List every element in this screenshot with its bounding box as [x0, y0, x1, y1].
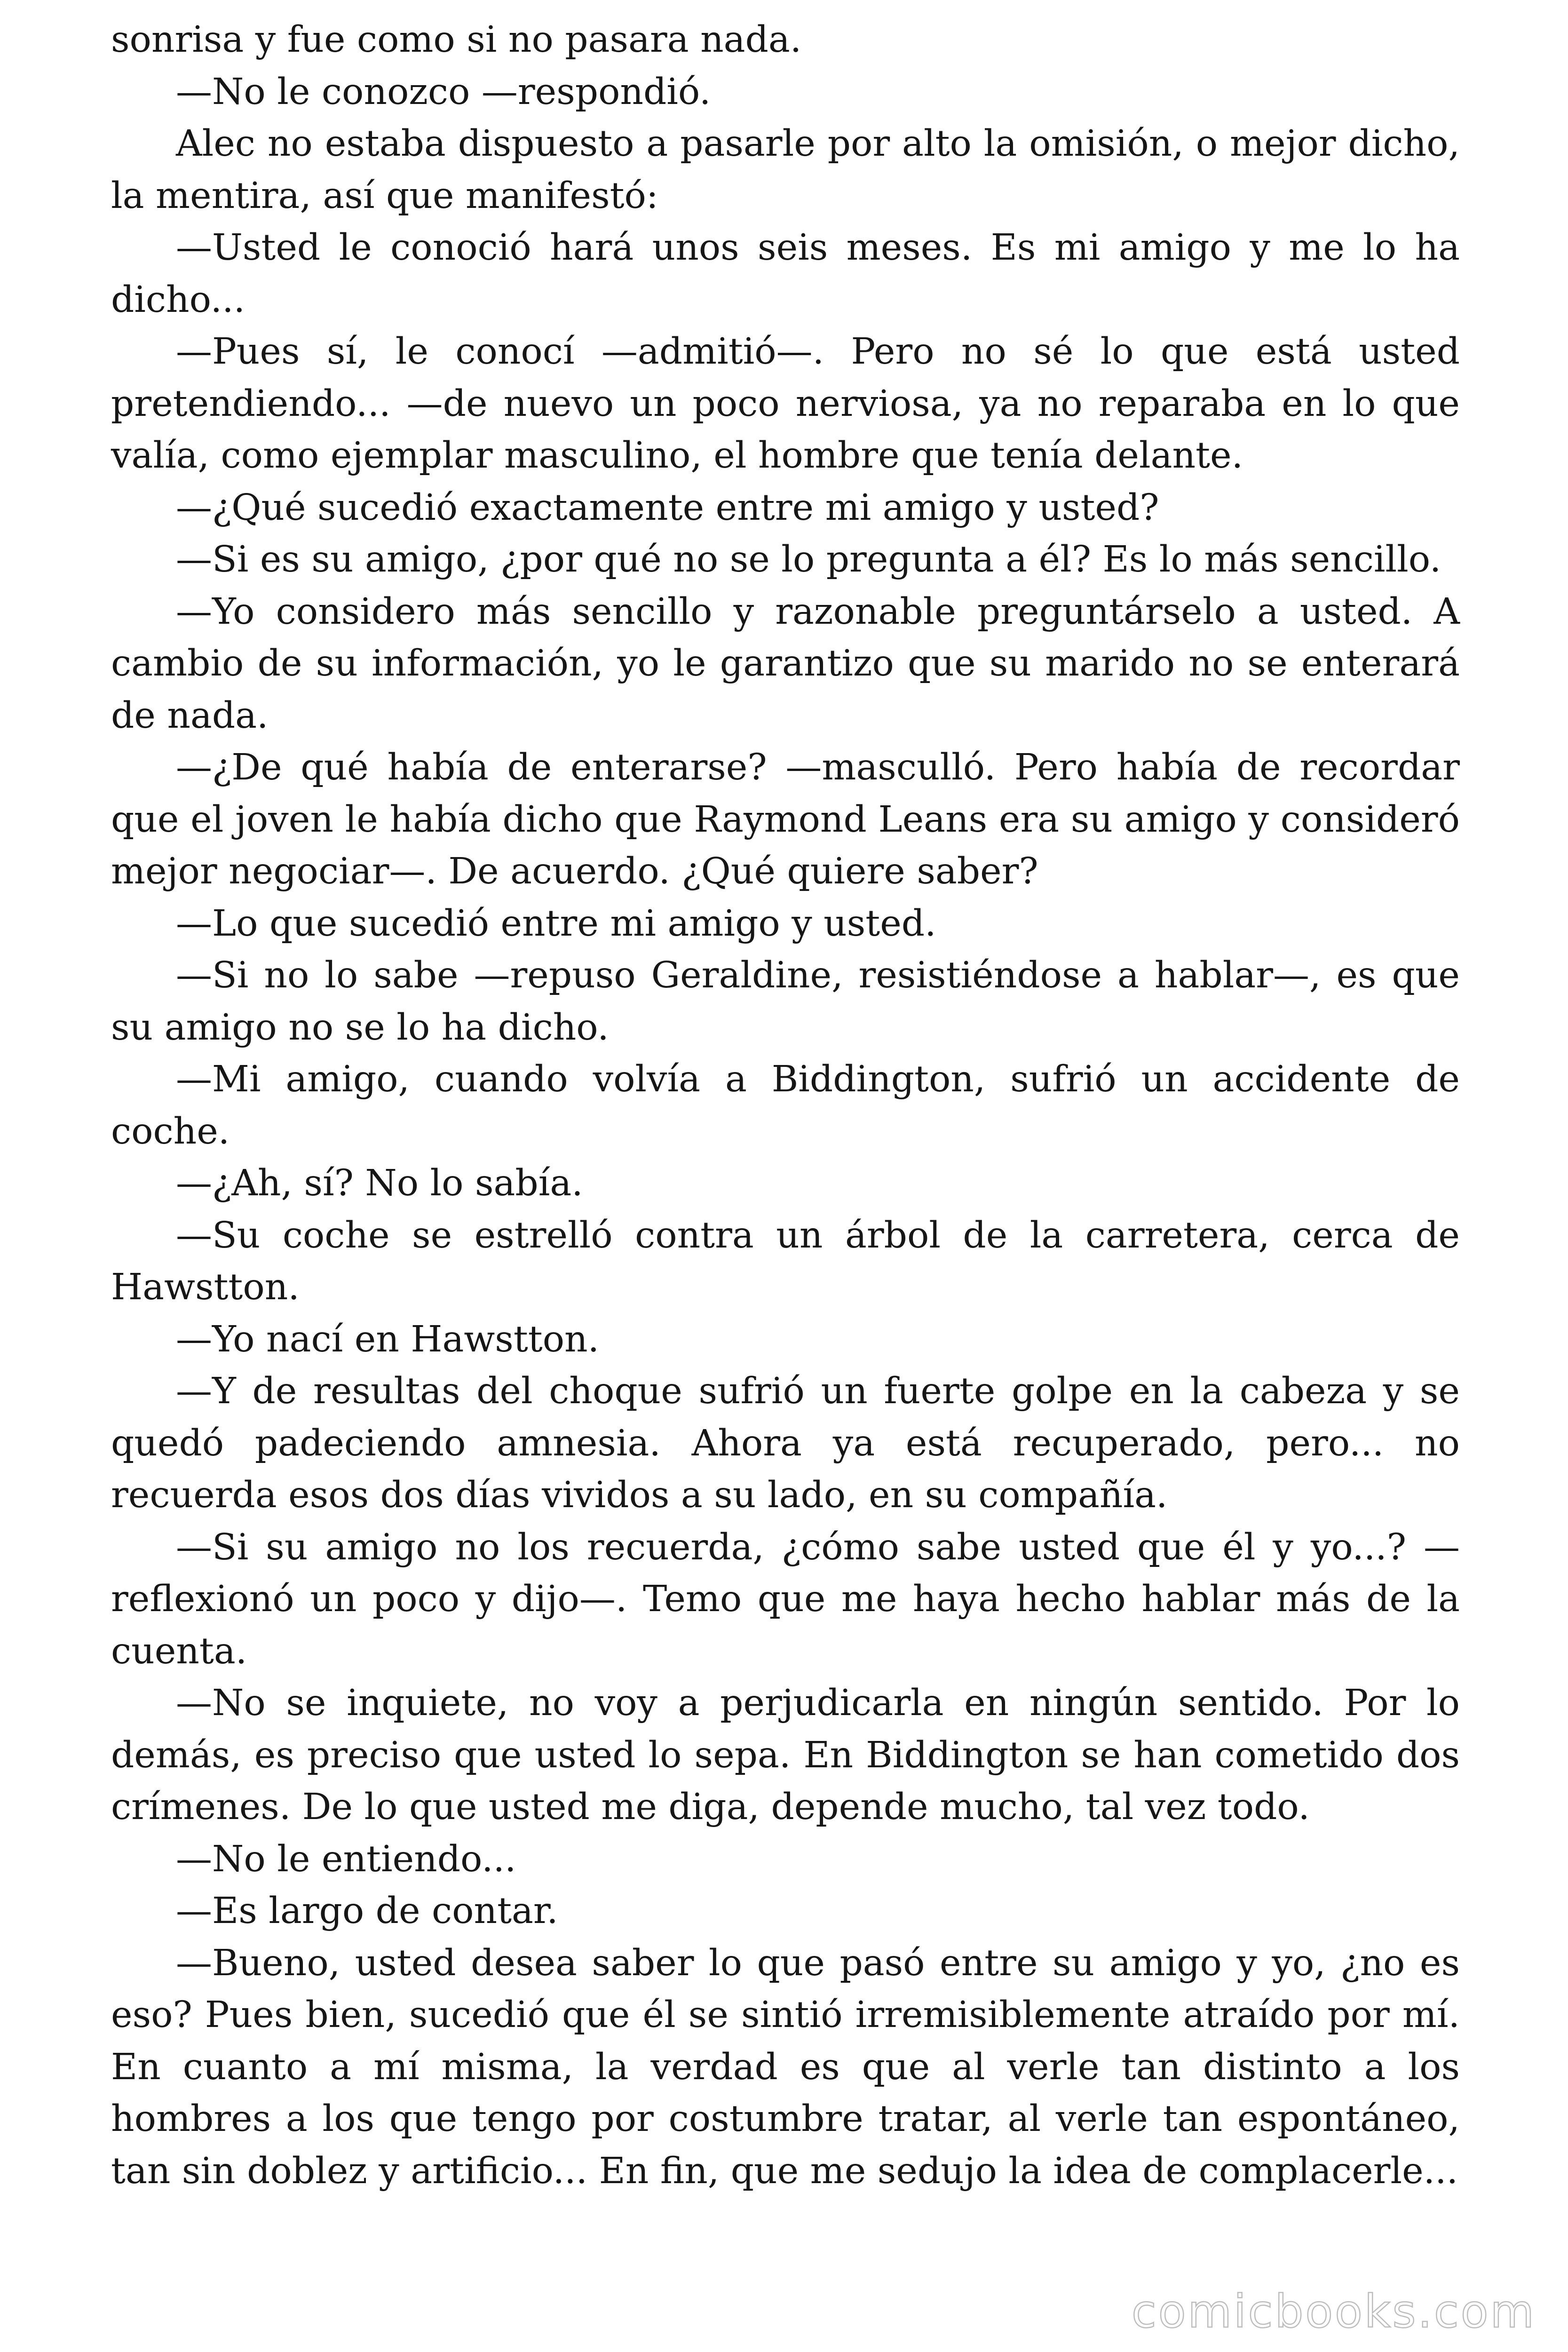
- paragraph: —Yo considero más sencillo y razonable preguntárselo a usted. A cambio de su información, yo le garantizo que su marido no se enterará de nada.: [111, 590, 1460, 737]
- paragraph: —Y de resultas del choque sufrió un fuerte golpe en la cabeza y se quedó padeciendo amnesia. Ahora ya está recuperado, pero... no recuerda esos dos días vividos a su lado, en su compañía.: [111, 1370, 1460, 1516]
- paragraph: —Si no lo sabe —repuso Geraldine, resistiéndose a hablar—, es que su amigo no se lo ha dicho.: [111, 954, 1460, 1049]
- paragraph: —No se inquiete, no voy a perjudicarla en ningún sentido. Por lo demás, es preciso que usted lo sepa. En Biddington se han cometido dos crímenes. De lo que usted me diga, depende mucho, tal vez todo.: [111, 1682, 1460, 1828]
- paragraph: —Su coche se estrelló contra un árbol de la carretera, cerca de Hawstton.: [111, 1214, 1460, 1308]
- paragraph: Alec no estaba dispuesto a pasarle por alto la omisión, o mejor dicho, la mentira, así que manifestó:: [111, 123, 1460, 217]
- paragraph: —Mi amigo, cuando volvía a Biddington, sufrió un accidente de coche.: [111, 1058, 1460, 1152]
- paragraph: —Bueno, usted desea saber lo que pasó entre su amigo y yo, ¿no es eso? Pues bien, sucedió que él se sintió irremisiblemente atraído por mí. En cuanto a mí misma, la verdad es que al verle tan distinto a los hombres a los que tengo por costumbre tratar, al verle tan espontáneo, tan sin doblez y artificio... En fin, que me sedujo la idea de complacerle...: [111, 1942, 1460, 2192]
- paragraph: —Usted le conoció hará unos seis meses. Es mi amigo y me lo ha dicho...: [111, 227, 1460, 321]
- paragraph: —Lo que sucedió entre mi amigo y usted.: [176, 902, 936, 945]
- paragraph: —¿De qué había de enterarse? —masculló. Pero había de recordar que el joven le había dicho que Raymond Leans era su amigo y consideró mejor negociar—. De acuerdo. ¿Qué quiere saber?: [111, 747, 1460, 892]
- paragraph: —No le conozco —respondió.: [176, 71, 711, 113]
- paragraph: —¿Ah, sí? No lo sabía.: [176, 1162, 583, 1204]
- watermark-logo: comicbooks.com: [1131, 2285, 1536, 2338]
- paragraph: —No le entiendo...: [176, 1838, 516, 1880]
- paragraph: —Yo nací en Hawstton.: [176, 1318, 600, 1360]
- paragraph: —Es largo de contar.: [176, 1890, 558, 1932]
- paragraph-continuation: sonrisa y fue como si no pasara nada.: [111, 19, 802, 61]
- paragraph: —¿Qué sucedió exactamente entre mi amigo y usted?: [176, 486, 1159, 529]
- paragraph: —Si es su amigo, ¿por qué no se lo pregunta a él? Es lo más sencillo.: [176, 539, 1441, 580]
- paragraph: —Pues sí, le conocí —admitió—. Pero no sé lo que está usted pretendiendo... —de nuevo un poco nerviosa, ya no reparaba en lo que valía, como ejemplar masculino, el hombre que tenía delante.: [111, 331, 1460, 477]
- paragraph: —Si su amigo no los recuerda, ¿cómo sabe usted que él y yo...? —reflexionó un poco y dijo—. Temo que me haya hecho hablar más de la cuenta.: [111, 1526, 1460, 1672]
- book-page-text: [111, 14, 1460, 2197]
